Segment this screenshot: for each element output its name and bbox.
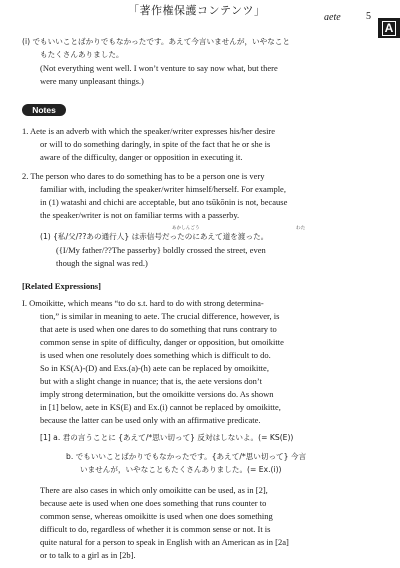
related-i-line6: So in KS(A)-(D) and Exs.(a)-(h) aete can be replaced by omoikitte,: [40, 363, 269, 373]
related-i-line2: tion,” is similar in meaning to aete. The crucial difference, however, is: [40, 311, 280, 321]
section-tab-letter: A: [382, 21, 396, 36]
related-i-cont-line6: or to talk to a girl as in [2b].: [40, 550, 136, 560]
related-i-cont-line4: difficult to do, regardless of whether it is common sense or not. It is: [40, 524, 271, 534]
related-i-line9: in [1] below, aete in KS(E) and Ex.(i) cannot be replaced by omoikitte,: [40, 402, 281, 412]
example-1a-japanese: [1] a. 君の言うことに {あえて/*思い切って} 反対はしないよ。(= KS(E)): [40, 433, 294, 442]
example-1-translation-line1: ({I/My father/??The passerby} boldly crossed the street, even: [56, 245, 266, 255]
example-1-japanese: (1) {私/父/??あの通行人} は赤信号だったのにあえて道を渡った。: [40, 232, 269, 241]
header-entry-word: aete: [324, 12, 341, 23]
section-tab-a: [378, 18, 400, 38]
ruby-aka-shingou: あかしんごう: [172, 226, 200, 231]
example-1b-japanese-line1: b. でもいいことばかりでもなかったです。{あえて/*思い切って} 今言: [66, 452, 307, 461]
related-i-line8: imply strong determination, but the omoikitte versions do. As shown: [40, 389, 274, 399]
related-i-line3: that aete is used when one dares to do something that runs contrary to: [40, 324, 277, 334]
example-i-translation-line2: were many unpleasant things.): [40, 76, 144, 86]
note-2-line3: in (1) watashi and chichi are acceptable, but ano tsūkōnin is not, because: [40, 197, 288, 207]
related-i-line5: is used when one resolutely does something which is difficult to do.: [40, 350, 271, 360]
note-1-line3: aware of the difficulty, danger or opposition in executing it.: [40, 152, 243, 162]
ruby-watatta: わた: [296, 226, 306, 231]
example-1-translation-line2: though the signal was red.): [56, 258, 148, 268]
example-i-japanese-line2: もたくさんありました。: [40, 50, 124, 59]
related-i-line10: because the latter can be used only with an affirmative predicate.: [40, 415, 261, 425]
related-expressions-heading: [Related Expressions]: [22, 281, 101, 291]
example-i-japanese-line1: (i) でもいいことばかりでもなかったです。あえて今言いませんが，いやなこと: [22, 37, 291, 46]
related-i-cont-line3: common sense, whereas omoikitte is used when one does something: [40, 511, 273, 521]
note-2-line4: the speaker/writer is not on familiar terms with a passerby.: [40, 210, 240, 220]
note-1-line1: 1. Aete is an adverb with which the speaker/writer expresses his/her desire: [22, 126, 276, 136]
notes-heading: Notes: [22, 104, 66, 116]
related-i-cont-line1: There are also cases in which only omoikitte can be used, as in [2],: [40, 485, 268, 495]
note-2-line2: familiar with, including the speaker/writer himself/herself. For example,: [40, 184, 286, 194]
related-i-cont-line5: quite natural for a person to speak in English with an American as in [2a]: [40, 537, 289, 547]
page-number: 5: [366, 11, 371, 22]
related-i-line1: I. Omoikitte, which means “to do s.t. hard to do with strong determina-: [22, 298, 264, 308]
related-i-line4: common sense in spite of difficulty, danger or opposition, but omoikitte: [40, 337, 284, 347]
header-title: 「著作権保護コンテンツ」: [128, 5, 266, 17]
related-i-line7: but with a slight change in nuance; that is, the aete versions don’t: [40, 376, 262, 386]
example-i-translation-line1: (Not everything went well. I won’t venture to say now what, but there: [40, 63, 278, 73]
example-1b-japanese-line2: いませんが，いやなこともたくさんありました。(= Ex.(i)): [80, 465, 282, 474]
note-2-line1: 2. The person who dares to do something has to be a person one is very: [22, 171, 265, 181]
related-i-cont-line2: because aete is used when one does something that runs counter to: [40, 498, 267, 508]
note-1-line2: or will to do something daringly, in spite of the fact that he or she is: [40, 139, 271, 149]
